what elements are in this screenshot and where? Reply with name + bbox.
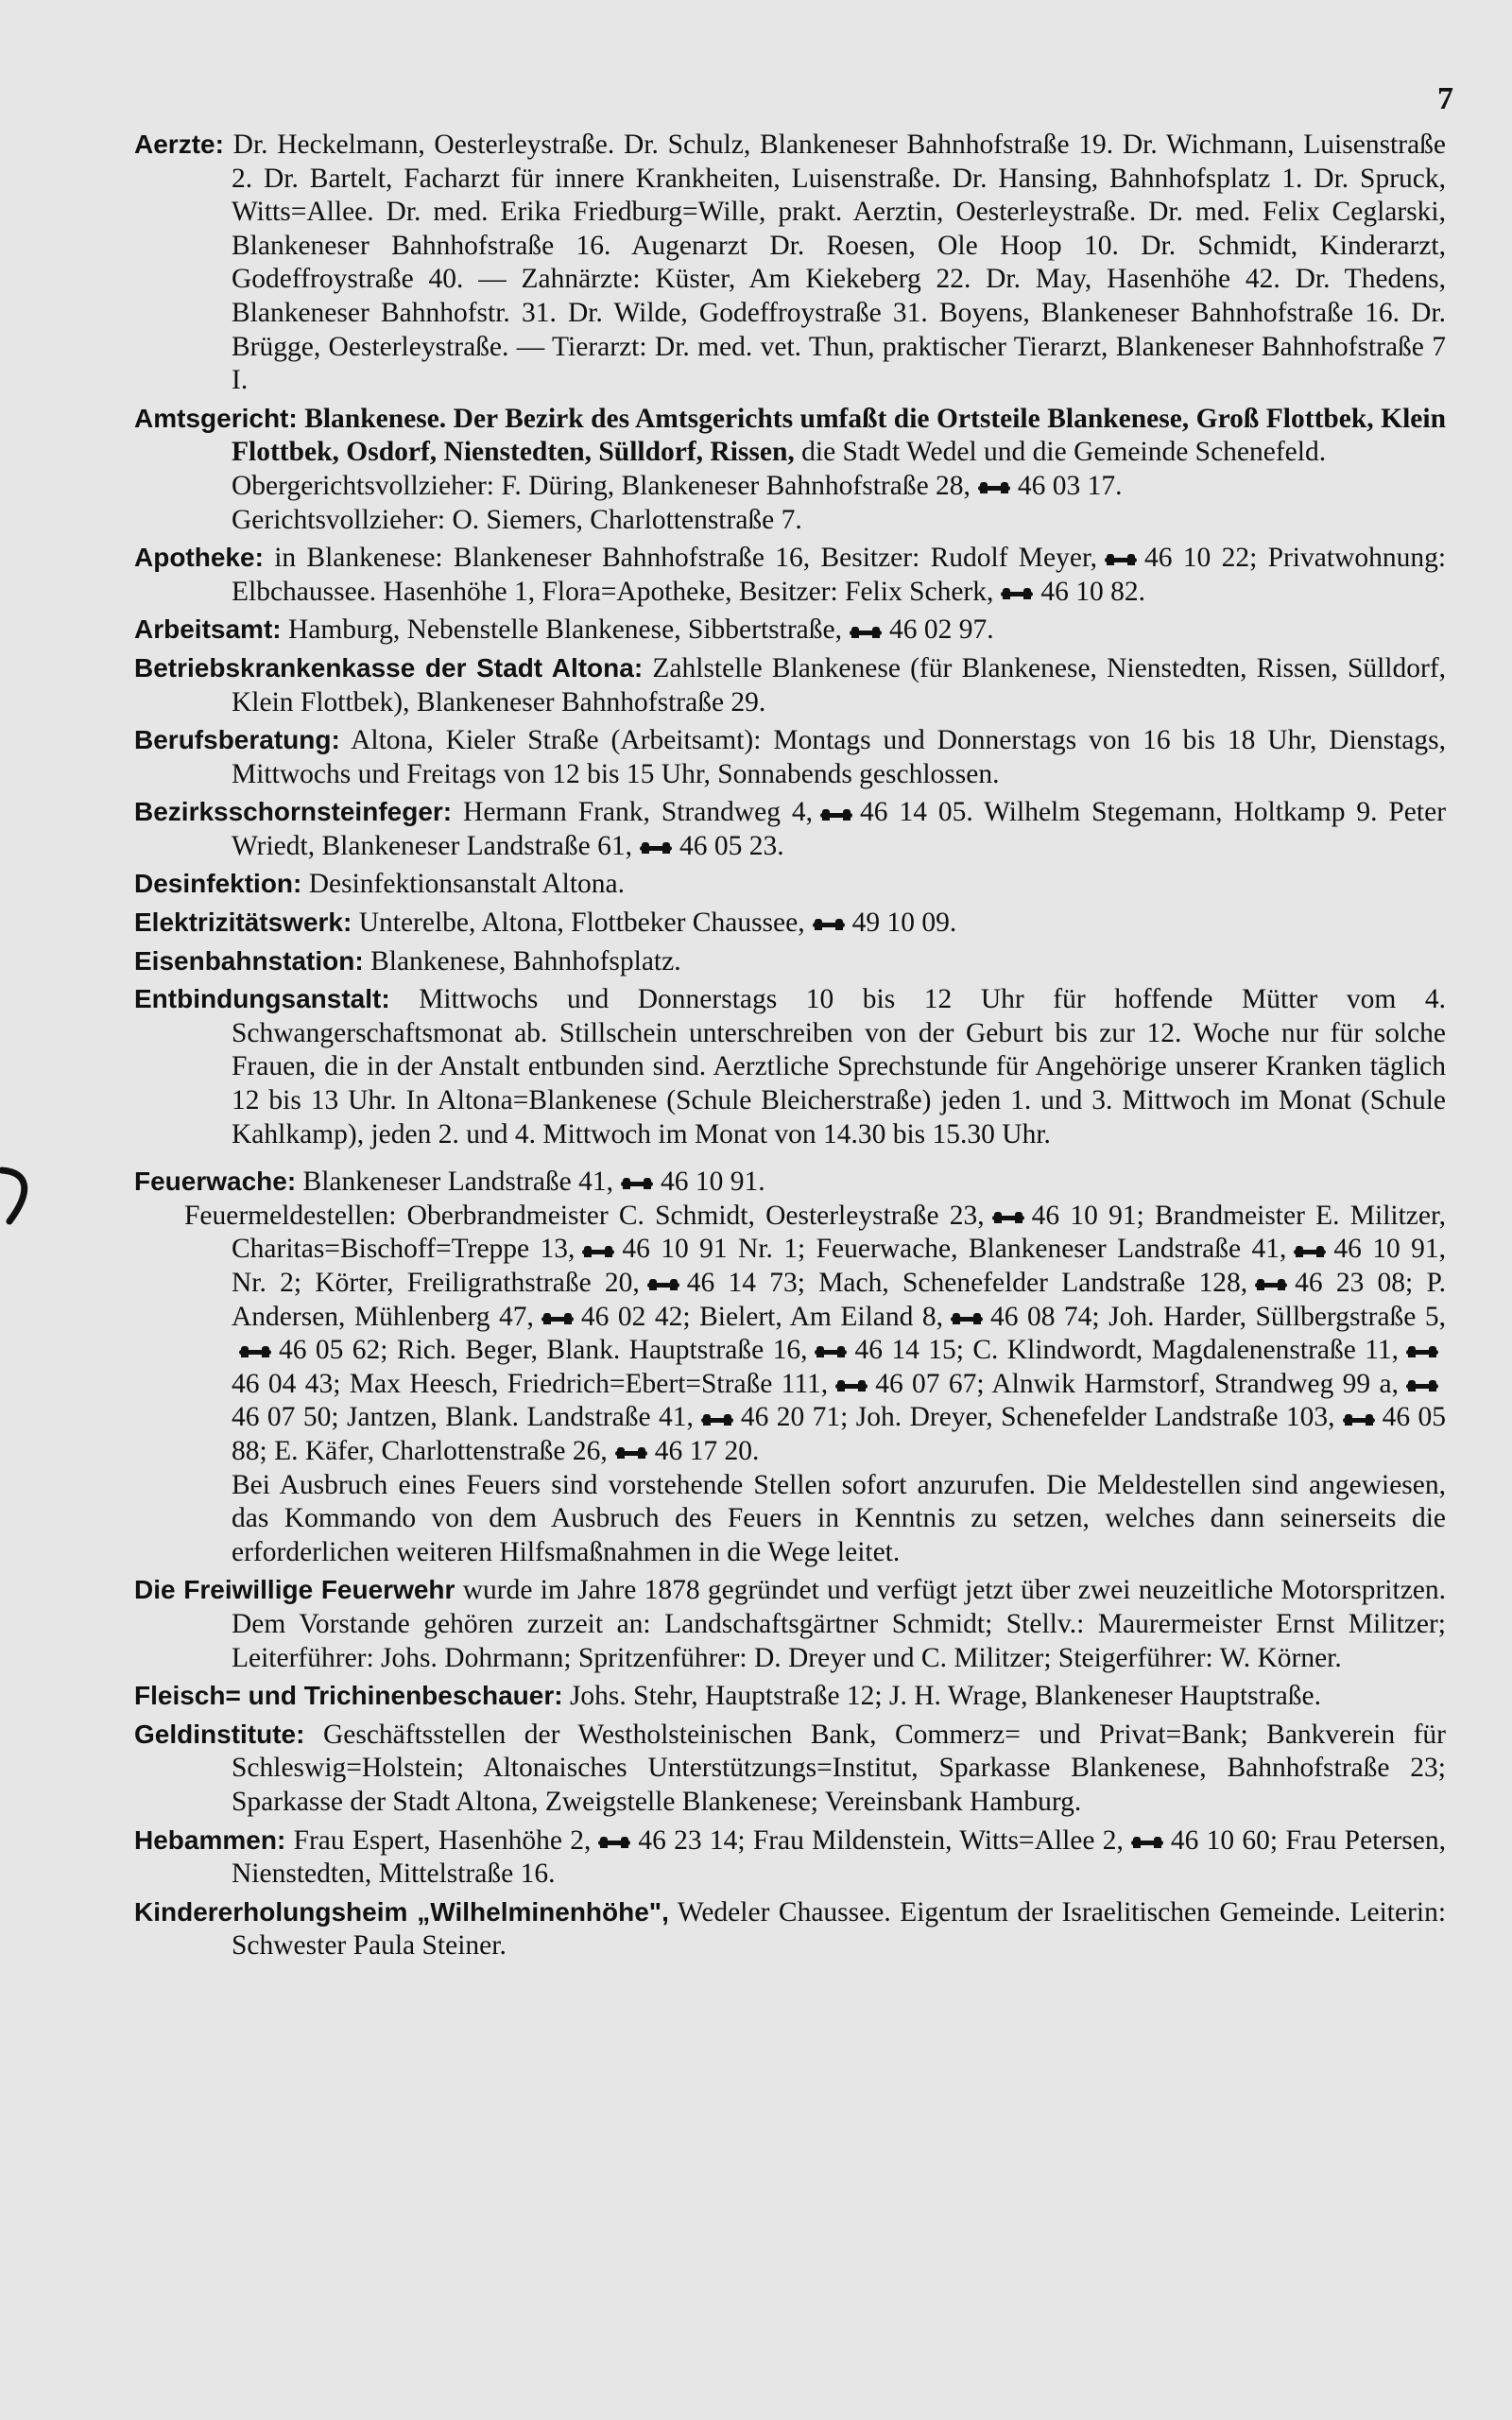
meldestelle-text: Jantzen, Blank. Landstraße 41, bbox=[338, 1402, 694, 1433]
entry-betriebskrankenkasse bbox=[134, 651, 1446, 719]
pen-mark bbox=[0, 1163, 38, 1229]
entry-text: Altona, Kieler Straße (Arbeitsamt): Montags und Donnerstags von 16 bis 18 Uhr, Dienstags, Mittwochs und Freitags von 12 bis 15 Uhr, Sonnabends geschlossen. bbox=[232, 725, 1446, 789]
telephone-icon bbox=[613, 1447, 649, 1459]
entry-heading: Elektrizitätswerk: bbox=[134, 908, 352, 938]
entry-text: Desinfektionsanstalt Altona. bbox=[308, 869, 626, 900]
entry-feuerwache bbox=[134, 1165, 1446, 1569]
telephone-icon bbox=[833, 1380, 869, 1392]
entry-heading: Aerzte: bbox=[134, 130, 224, 159]
phone-number: 46 23 14; bbox=[638, 1824, 746, 1856]
phone-number: 46 20 71; bbox=[740, 1402, 849, 1433]
entry-freiwillige-feuerwehr bbox=[134, 1573, 1446, 1675]
entry-line bbox=[232, 470, 1446, 504]
phone-number: 46 14 15; bbox=[854, 1335, 964, 1366]
phone-number: 46 10 91; bbox=[1031, 1200, 1144, 1231]
entry-text: Mittwochs und Donnerstags 10 bis 12 Uhr für hoffende Mütter vom 4. Schwangerschaftsmonat ab. Stillschein unterschreiben von der Geburt bis zur 12. Woche nur für solche Frauen, die in der Anstalt entbunden sind. Aerztliche Sprechstunde für Angehörige unserer Kranken täglich 12 bis 13 Uhr. In Altona=Blankenese (Schule Bleicherstraße) jeden 1. und 3. Mittwoch im Monat (Schule Kahlkamp), jeden 2. und 4. Mittwoch im Monat von 14.30 bis 15.30 Uhr. bbox=[232, 984, 1446, 1150]
entry-heading: Geldinstitute: bbox=[134, 1719, 305, 1749]
entry-heading: Die Freiwillige Feuerwehr bbox=[134, 1575, 455, 1605]
telephone-icon bbox=[976, 482, 1012, 493]
entry-text-bold: Blankenese. Der Bezirk des Amtsgerichts umfaßt die Ortsteile Blankenese, Groß Flottbek, Klein Flottbek, Osdorf, Nienstedten, Sülldorf, Rissen, bbox=[232, 403, 1446, 468]
entry-heading: Eisenbahnstation: bbox=[134, 945, 364, 976]
telephone-icon bbox=[1404, 1346, 1440, 1357]
entry-heading: Arbeitsamt: bbox=[134, 614, 282, 645]
meldestelle-text: Brandmeister E. Militzer, Charitas=Bischoff=Treppe 13, bbox=[232, 1200, 1446, 1265]
entry-text: Johs. Stehr, Hauptstraße 12; J. H. Wrage, Blankeneser Hauptstraße. bbox=[569, 1681, 1321, 1712]
entry-text: Blankenese, Bahnhofsplatz. bbox=[370, 945, 681, 977]
phone-number: 46 10 60; bbox=[1170, 1824, 1279, 1856]
meldestelle-text: Bielert, Am Eiland 8, bbox=[690, 1301, 943, 1332]
phone-number: 46 05 88; bbox=[232, 1402, 1446, 1466]
phone-number: 46 10 82. bbox=[1040, 576, 1145, 607]
meldestelle-text: Joh. Harder, Süllbergstraße 5, bbox=[1099, 1301, 1446, 1332]
entry-elektrizitaetswerk bbox=[134, 906, 1446, 941]
meldestelle-text: C. Klindwordt, Magdalenenstraße 11, bbox=[963, 1335, 1400, 1366]
telephone-icon bbox=[848, 627, 884, 638]
page-number: 7 bbox=[1437, 81, 1453, 116]
entry-heading: Apotheke: bbox=[134, 543, 264, 573]
entry-text: Geschäftsstellen der Westholsteinischen Bank, Commerz= und Privat=Bank; Bankverein für Schleswig=Holstein; Altonaisches Unterstützungs=Institut, Sparkasse Blankenese, Bahnhofstraße 23; Sparkasse der Stadt Altona, Zweigstelle Blankenese; Vereinsbank Hamburg. bbox=[232, 1719, 1446, 1817]
phone-number: 46 14 05. bbox=[860, 797, 973, 828]
telephone-icon bbox=[638, 842, 674, 854]
entry-berufsberatung bbox=[134, 723, 1446, 791]
entry-line: Gerichtsvollzieher: O. Siemers, Charlottenstraße 7. bbox=[232, 504, 802, 535]
entry-heading: Bezirksschornsteinfeger: bbox=[134, 797, 453, 827]
phone-number: 46 07 50; bbox=[232, 1402, 339, 1433]
entry-geldinstitute bbox=[134, 1718, 1446, 1820]
telephone-icon bbox=[1103, 554, 1139, 565]
phone-number: 46 10 91 Nr. 1; bbox=[622, 1234, 806, 1265]
entry-text: Blankeneser Landstraße 41, bbox=[302, 1167, 614, 1198]
meldestelle-text: Alnwik Harmstorf, Strandweg 99 a, bbox=[984, 1368, 1399, 1399]
feuerwache-note: Bei Ausbruch eines Feuers sind vorstehende Stellen sofort anzurufen. Die Meldestellen sind angewiesen, das Kommando von dem Ausbruch des Feuers in Kenntnis zu setzen, welches dann seinerseits die erforderlichen weiteren Hilfsmaßnahmen in die Wege leitet. bbox=[232, 1469, 1446, 1567]
telephone-icon bbox=[811, 919, 847, 930]
entry-text: Obergerichtsvollzieher: F. Düring, Blankeneser Bahnhofstraße 28, bbox=[232, 470, 971, 501]
entry-heading: Amtsgericht: bbox=[134, 403, 298, 433]
phone-number: 46 04 43; bbox=[232, 1368, 341, 1399]
entry-heading: Berufsberatung: bbox=[134, 725, 340, 755]
telephone-icon bbox=[645, 1279, 681, 1290]
telephone-icon bbox=[1404, 1380, 1440, 1392]
entry-heading: Feuerwache: bbox=[134, 1167, 297, 1197]
meldestelle-text: Joh. Dreyer, Schenefelder Landstraße 103, bbox=[848, 1402, 1335, 1433]
phone-number: 46 23 08; bbox=[1295, 1268, 1414, 1298]
meldestelle-text: P. Andersen, Mühlenberg 47, bbox=[232, 1268, 1447, 1332]
telephone-icon bbox=[540, 1313, 576, 1324]
entry-text: Dr. Heckelmann, Oesterleystraße. Dr. Schulz, Blankeneser Bahnhofstraße 19. Dr. Wichmann, Luisenstraße 2. Dr. Bartelt, Facharzt für innere Krankheiten, Luisenstraße. Dr. Hansing, Bahnhofsplatz 1. Dr. Spruck, Witts=Allee. Dr. med. Erika Friedburg=Wille, prakt. Aerztin, Oesterleystraße. Dr. med. Felix Ceglarski, Blankeneser Bahnhofstraße 16. Augenarzt Dr. Roesen, Ole Hoop 10. Dr. Schmidt, Kinderarzt, Godeffroystraße 40. — Zahnärzte: Küster, Am Kiekeberg 22. Dr. May, Hasenhöhe 42. Dr. Thedens, Blankeneser Bahnhofstr. 31. Dr. Wilde, Godeffroystraße 31. Boyens, Blankeneser Bahnhofstraße 16. Dr. Brügge, Oesterleystraße. — Tierarzt: Dr. med. vet. Thun, praktischer Tierarzt, Blankeneser Bahnhofstraße 7 I. bbox=[232, 130, 1447, 396]
entry-fleischbeschauer bbox=[134, 1679, 1446, 1714]
phone-number: 46 10 22; bbox=[1144, 543, 1258, 574]
phone-number: 46 05 23. bbox=[679, 830, 784, 861]
meldestelle-text: Körter, Freiligrathstraße 20, bbox=[301, 1268, 640, 1298]
entry-heading: Fleisch= und Trichinenbeschauer: bbox=[134, 1681, 563, 1711]
entry-kindererholungsheim bbox=[134, 1895, 1446, 1963]
entry-hebammen bbox=[134, 1824, 1446, 1892]
entry-text: Wedeler Chaussee. Eigentum der Israelitischen Gemeinde. Leiterin: Schwester Paula Steiner. bbox=[232, 1896, 1447, 1962]
telephone-icon bbox=[1253, 1279, 1289, 1290]
telephone-icon bbox=[813, 1346, 849, 1357]
entry-heading: Hebammen: bbox=[134, 1824, 286, 1855]
entry-heading: Desinfektion: bbox=[134, 869, 302, 899]
phone-number: 46 08 74; bbox=[989, 1301, 1100, 1332]
entry-text: Unterelbe, Altona, Flottbeker Chaussee, bbox=[358, 908, 805, 939]
entry-text: Frau Espert, Hasenhöhe 2, bbox=[293, 1824, 592, 1856]
meldestelle-text: Rich. Beger, Blank. Hauptstraße 16, bbox=[387, 1335, 808, 1366]
entry-amtsgericht bbox=[134, 402, 1446, 537]
telephone-icon bbox=[699, 1414, 735, 1426]
meldestelle-text: E. Käfer, Charlottenstraße 26, bbox=[266, 1435, 608, 1466]
telephone-icon bbox=[619, 1178, 655, 1189]
phone-number: 46 14 73; bbox=[686, 1268, 805, 1298]
telephone-icon bbox=[1292, 1246, 1328, 1257]
entry-aerzte bbox=[134, 128, 1446, 398]
entry-heading: Entbindungsanstalt: bbox=[134, 984, 390, 1014]
telephone-icon bbox=[580, 1246, 616, 1257]
entry-desinfektion bbox=[134, 867, 1446, 902]
entry-apotheke bbox=[134, 541, 1446, 609]
telephone-icon bbox=[237, 1346, 273, 1357]
phone-number: 46 05 62; bbox=[279, 1335, 388, 1366]
meldestelle-text: Feuermeldestellen: Oberbrandmeister C. Schmidt, Oesterleystraße 23, bbox=[184, 1200, 985, 1231]
phone-number: 46 02 97. bbox=[888, 614, 994, 646]
phone-number: 49 10 09. bbox=[851, 908, 957, 939]
meldestelle-text: Feuerwache, Blankeneser Landstraße 41, bbox=[805, 1234, 1287, 1265]
entry-text: Zahlstelle Blankenese (für Blankenese, Nienstedten, Rissen, Sülldorf, Klein Flottbek), Blankeneser Bahnhofstraße 29. bbox=[232, 652, 1447, 717]
meldestelle-text: Mach, Schenefelder Landstraße 128, bbox=[804, 1268, 1248, 1298]
telephone-icon bbox=[999, 588, 1035, 599]
entry-eisenbahnstation bbox=[134, 944, 1446, 979]
feuermeldestellen-list bbox=[184, 1201, 1446, 1466]
entry-text: Hamburg, Nebenstelle Blankenese, Sibbertstraße, bbox=[287, 614, 842, 646]
entry-text: Hermann Frank, Strandweg 4, bbox=[463, 797, 814, 828]
phone-number: 46 10 91, Nr. 2; bbox=[232, 1234, 1447, 1298]
telephone-icon bbox=[818, 809, 854, 821]
entry-heading: Kindererholungsheim „Wilhelminenhöhe", bbox=[134, 1896, 669, 1927]
phone-number: 46 17 20. bbox=[654, 1435, 760, 1466]
phone-number: 46 07 67; bbox=[875, 1368, 985, 1399]
entry-text: die Stadt Wedel und die Gemeinde Schenefeld. bbox=[801, 437, 1327, 468]
meldestelle-text: Max Heesch, Friedrich=Ebert=Straße 111, bbox=[340, 1368, 829, 1399]
entry-entbindungsanstalt bbox=[134, 982, 1446, 1151]
entry-text: wurde im Jahre 1878 gegründet und verfügt jetzt über zwei neuzeitliche Motorspritzen. Dem Vorstande gehören zurzeit an: Landschaftsgärtner Schmidt; Stellv.: Maurermeister Ernst Militzer; Leiterführer: Johs. Dohrmann; Spritzenführer: D. Dreyer und C. Militzer; Steigerführer: W. Körner. bbox=[232, 1575, 1446, 1673]
telephone-icon bbox=[596, 1837, 632, 1848]
entry-heading: Betriebskrankenkasse der Stadt Altona: bbox=[134, 652, 644, 683]
entry-arbeitsamt bbox=[134, 613, 1446, 648]
entry-text: Frau Mildenstein, Witts=Allee 2, bbox=[752, 1824, 1124, 1856]
telephone-icon bbox=[1341, 1414, 1377, 1426]
entry-text: in Blankenese: Blankeneser Bahnhofstraße 16, Besitzer: Rudolf Meyer, bbox=[274, 543, 1097, 574]
telephone-icon bbox=[1129, 1837, 1165, 1848]
entry-text: Privatwohnung: Elbchaussee. Hasenhöhe 1, Flora=Apotheke, Besitzer: Felix Scherk, bbox=[232, 543, 1447, 607]
phone-number: 46 02 42; bbox=[580, 1301, 691, 1332]
feuermeldestellen bbox=[184, 1200, 1447, 1469]
phone-number: 46 03 17. bbox=[1017, 470, 1123, 501]
entry-text: Wilhelm Stegemann, Holtkamp 9. Peter Wriedt, Blankeneser Landstraße 61, bbox=[232, 797, 1447, 861]
phone-number: 46 10 91. bbox=[661, 1167, 765, 1198]
telephone-icon bbox=[990, 1212, 1026, 1223]
entry-bezirksschornsteinfeger bbox=[134, 795, 1446, 863]
telephone-icon bbox=[949, 1313, 985, 1324]
entry-text: Frau Petersen, Nienstedten, Mittelstraße 16. bbox=[232, 1824, 1446, 1890]
